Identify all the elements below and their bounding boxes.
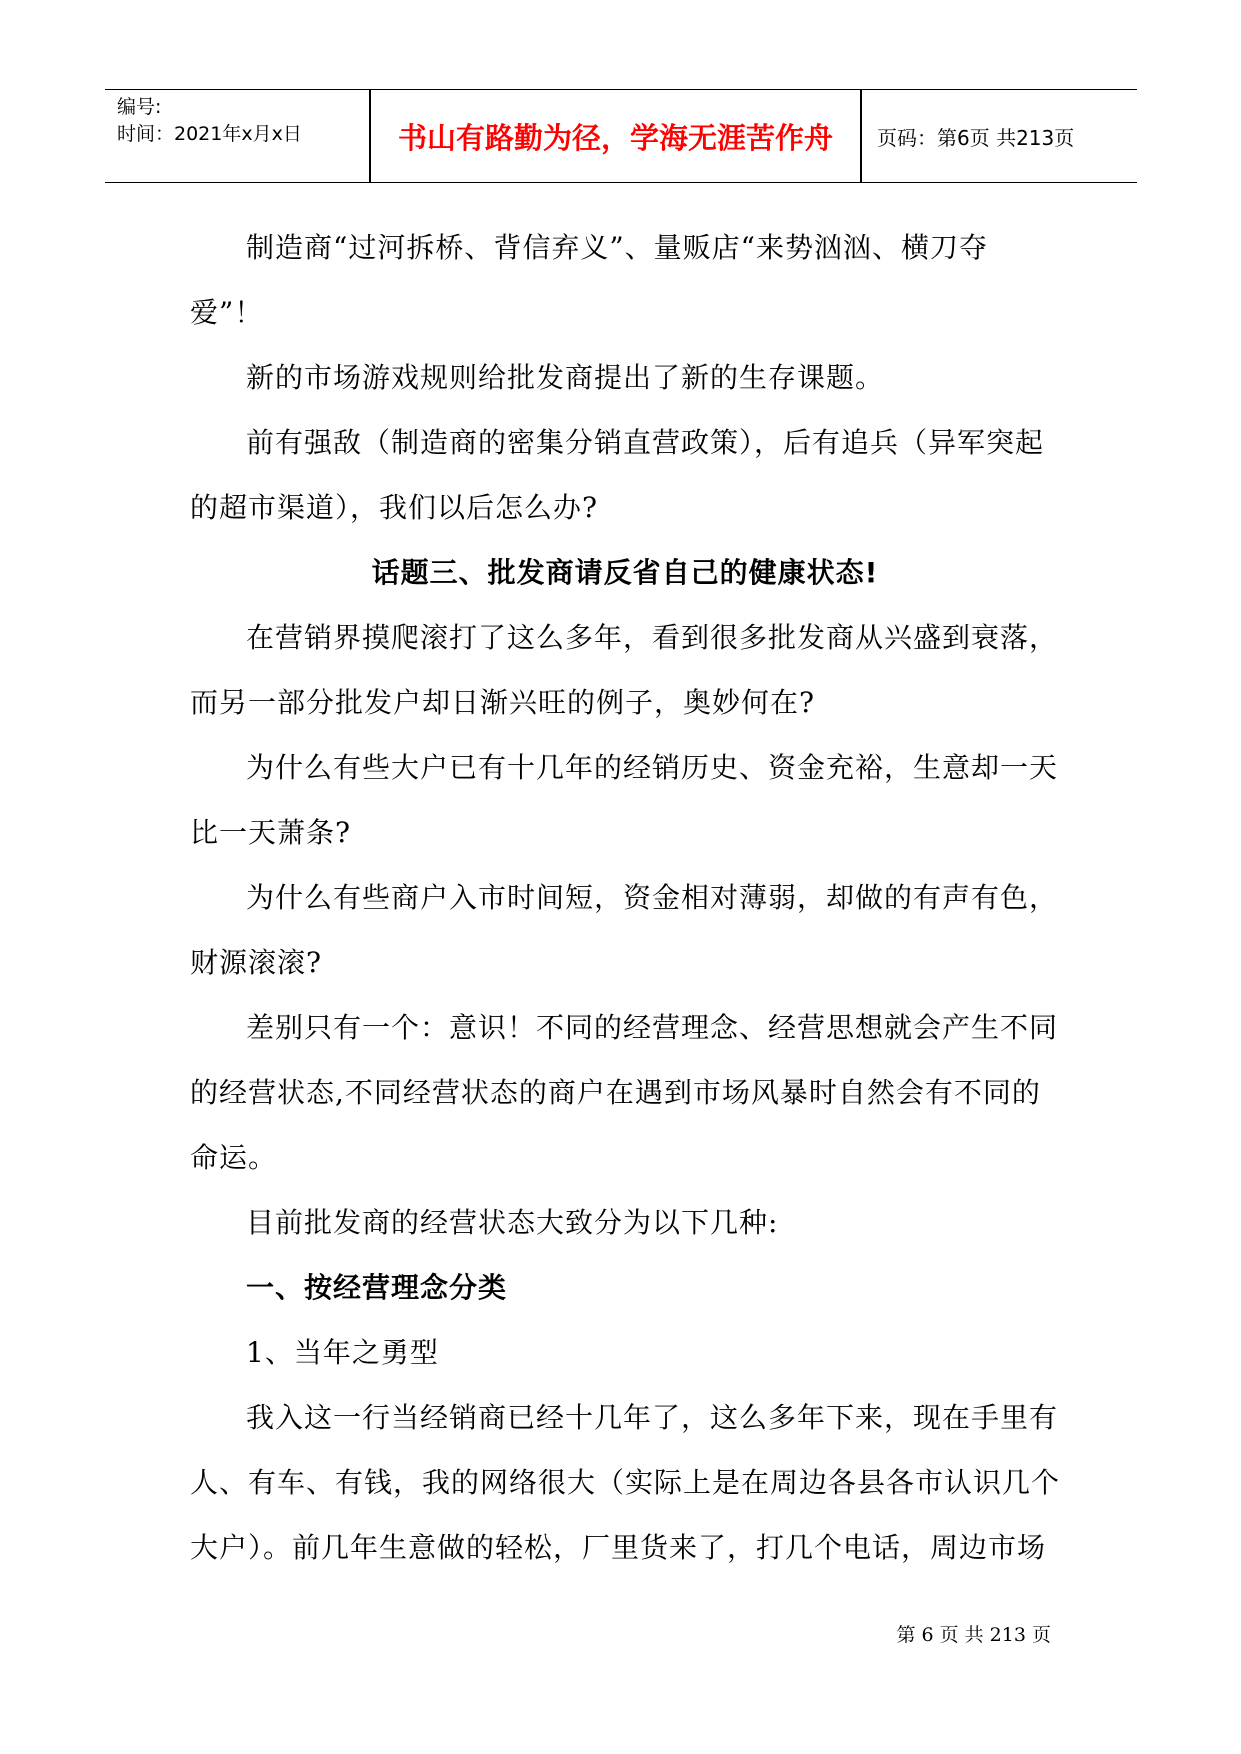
paragraph: 目前批发商的经营状态大致分为以下几种:: [246, 1206, 779, 1239]
paragraph: 新的市场游戏规则给批发商提出了新的生存课题。: [246, 361, 885, 394]
document-body: [190, 215, 1060, 1580]
header-motto: 书山有路勤为径，学海无涯苦作舟: [397, 120, 833, 155]
time-label: 时间：2021年x月x日: [117, 123, 302, 145]
paragraph: 制造商“过河拆桥、背信弃义”、量贩店“来势汹汹、横刀夺爱”！: [190, 231, 988, 329]
paragraph: 我入这一行当经销商已经十几年了，这么多年下来，现在手里有人、有车、有钱，我的网络很大（实际上是在周边各县各市认识几个大户）。前几年生意做的轻松，厂里货来了，打几个电话，周边市场: [190, 1401, 1061, 1564]
page-footer: 第 6 页 共 213 页: [896, 1624, 1051, 1646]
header-divider-right: [860, 90, 862, 182]
paragraph: 为什么有些商户入市时间短，资金相对薄弱，却做的有声有色，财源滚滚?: [190, 881, 1059, 979]
paragraph: 在营销界摸爬滚打了这么多年，看到很多批发商从兴盛到衰落，而另一部分批发户却日渐兴旺的例子，奥妙何在?: [190, 621, 1059, 719]
subheading: 一、按经营理念分类: [246, 1271, 508, 1304]
paragraph: 前有强敌（制造商的密集分销直营政策），后有追兵（异军突起的超市渠道），我们以后怎么办?: [190, 426, 1045, 524]
serial-label: 编号:: [117, 96, 162, 118]
paragraph: 为什么有些大户已有十几年的经销历史、资金充裕，生意却一天比一天萧条?: [190, 751, 1059, 849]
section-title: 话题三、批发商请反省自己的健康状态!: [371, 556, 879, 589]
header-page-info: 页码：第6页 共213页: [877, 125, 1075, 150]
header-meta: [117, 94, 302, 148]
paragraph: 差别只有一个：意识！不同的经营理念、经营思想就会产生不同的经营状态,不同经营状态的商户在遇到市场风暴时自然会有不同的命运。: [190, 1011, 1059, 1174]
list-item-heading: 1、当年之勇型: [246, 1336, 439, 1369]
page-header: [105, 89, 1137, 183]
